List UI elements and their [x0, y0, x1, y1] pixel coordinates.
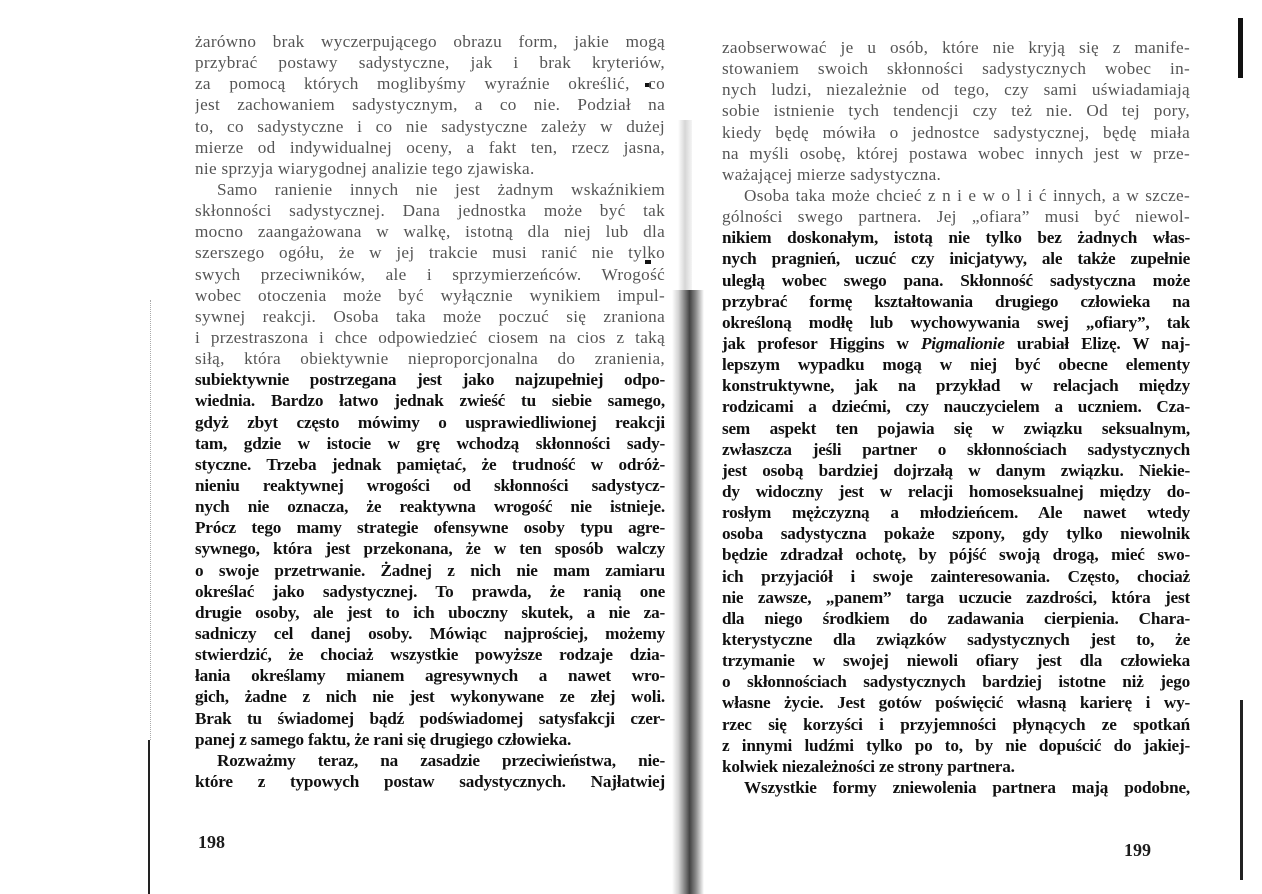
text-line: Samo ranienie innych nie jest żadnym wskaźnikiem: [217, 179, 665, 199]
text-line: dla niego środkiem do zadawania cierpienia. Chara-: [722, 608, 1190, 628]
text-line: będzie zdradzał ochotę, by pójść swoją drogą, mieć swo-: [722, 545, 1190, 565]
text-line: na myśli osobę, której postawa wobec innych jest w prze-: [722, 143, 1190, 163]
text-line: stwierdzić, że chociaż wszystkie powyższe rodzaje dzia-: [195, 645, 665, 665]
text-line: sobie istnienie tych tendencji czy też nie. Od tej pory,: [722, 101, 1190, 121]
text-segment: jak profesor Higgins w: [722, 333, 921, 353]
page-number-left: 198: [198, 832, 225, 852]
text-line: rzec się korzyści i przyjemności płynących ze spotkań: [722, 714, 1190, 734]
text-line: o swoje przetrwanie. Żadnej z nich nie mam zamiaru: [195, 560, 665, 580]
text-line: nieniu reaktywnej wrogości od skłonności sadystycz-: [195, 475, 665, 495]
left-page-text: [195, 31, 665, 792]
text-line: ważającej mierze sadystyczna.: [722, 164, 942, 184]
text-line: dy widoczny jest w relacji homoseksualnej między do-: [722, 481, 1190, 501]
text-line: uległą wobec swego pana. Skłonność sadystyczna może: [722, 270, 1190, 290]
text-line: nie sprzyja wiarygodnej analizie tego zjawiska.: [195, 158, 535, 178]
text-line: sadniczy cel danej osoby. Mówiąc najprościej, możemy: [195, 623, 665, 643]
text-line: osoba sadystyczna pokaże szpony, gdy tylko niewolnik: [722, 524, 1190, 544]
text-line: kterystyczne dla związków sadystycznych jest to, że: [722, 629, 1190, 649]
text-line: Osoba taka może chcieć z n i e w o l i ć innych, a w szcze-: [744, 185, 1190, 205]
text-line: sem aspekt ten pojawia się w związku seksualnym,: [722, 418, 1190, 438]
text-line: zaobserwować je u osób, które nie kryją się z manife-: [722, 38, 1190, 57]
scan-edge-right-bottom: [1240, 700, 1243, 880]
text-line: kolwiek niezależności ze strony partnera.: [722, 756, 1015, 776]
text-line: to, co sadystyczne i co nie sadystyczne zależy w dużej: [195, 116, 665, 136]
text-line: określoną modłę lub wychowywania swej „ofiary”, tak: [722, 312, 1190, 332]
text-line: nie zawsze, „panem” targa uczucie zazdrości, która jest: [722, 587, 1190, 607]
text-line: mierze od indywidualnej oceny, a fakt ten, rzecz jasna,: [195, 137, 665, 157]
text-line: stowaniem swoich skłonności sadystycznych wobec in-: [722, 59, 1190, 79]
text-line: własne życie. Jest gotów poświęcić własną karierę i wy-: [722, 693, 1190, 713]
text-line: Brak tu świadomej bądź podświadomej satysfakcji czer-: [195, 708, 665, 728]
book-spine-shadow: [672, 290, 704, 894]
text-line: kiedy będę mówiła o jednostce sadystycznej, będę miała: [722, 122, 1190, 142]
text-line: żarówno brak wyczerpującego obrazu form, jakie mogą: [195, 32, 665, 51]
text-line: rosłym mężczyzną a młodzieńcem. Ale nawet wtedy: [722, 503, 1190, 523]
text-line: które z typowych postaw sadystycznych. Najłatwiej: [195, 771, 665, 791]
text-line: nych nie oznacza, że reaktywna wrogość nie istnieje.: [195, 497, 665, 517]
text-line: gdyż zbyt często mówimy o usprawiedliwionej reakcji: [195, 412, 665, 432]
text-line: [722, 333, 1190, 354]
text-line: nych pragnień, uczuć czy inicjatywy, ale także zupełnie: [722, 249, 1190, 269]
text-line: styczne. Trzeba jednak pamiętać, że trudność w odróż-: [195, 454, 665, 474]
text-line: swych przeciwników, ale i sprzymierzeńców. Wrogość: [195, 264, 665, 284]
text-line: drugie osoby, ale jest to ich uboczny skutek, a nie za-: [195, 602, 665, 622]
text-line: nych ludzi, niezależnie od tego, czy sami uświadamiają: [722, 80, 1190, 100]
text-line: zwłaszcza jeśli partner o skłonnościach sadystycznych: [722, 439, 1190, 459]
text-line: tam, gdzie w istocie w grę wchodzą skłonności sady-: [195, 433, 665, 453]
text-line: panej z samego faktu, że rani się drugiego człowieka.: [195, 729, 572, 749]
text-line: łania określamy mianem agresywnych a nawet wro-: [195, 666, 665, 686]
text-line: lepszym wypadku mogą w niej być obecne elementy: [722, 355, 1190, 375]
text-line: siłą, która obiektywnie nieproporcjonalna do zranienia,: [195, 349, 665, 369]
text-line: jest osobą bardziej dojrzałą w danym związku. Niekie-: [722, 460, 1190, 480]
text-line: wiednia. Bardzo łatwo jednak zwieść tu siebie samego,: [195, 391, 665, 411]
text-line: za pomocą których moglibyśmy wyraźnie określić, co: [195, 74, 665, 94]
text-line: sywnego, która jest przekonana, że w ten sposób walczy: [195, 539, 665, 559]
scan-edge-left-dots: [150, 300, 152, 740]
text-line: subiektywnie postrzegana jest jako najzupełniej odpo-: [195, 370, 665, 390]
text-line: trzymanie w swojej niewoli ofiary jest dla człowieka: [722, 651, 1190, 671]
text-line: nikiem doskonałym, istotą nie tylko bez żadnych włas-: [722, 228, 1190, 248]
text-line: Wszystkie formy zniewolenia partnera mają podobne,: [744, 777, 1190, 797]
text-segment: urabiał Elizę. W naj-: [1004, 333, 1190, 353]
text-line: gich, żadne z nich nie jest wykonywane ze złej woli.: [195, 687, 665, 707]
text-line: skłonności sadystycznej. Dana jednostka może być tak: [195, 201, 665, 221]
italic-title: Pigmalionie: [920, 333, 1005, 353]
text-line: przybrać postawy sadystyczne, jak i brak kryteriów,: [195, 53, 665, 73]
text-line: szerszego ogółu, że w jej trakcie musi ranić nie tylko: [195, 243, 665, 263]
right-page-text: [722, 37, 1190, 798]
scan-edge-right-top: [1238, 18, 1243, 78]
text-line: przybrać formę kształtowania drugiego człowieka na: [722, 291, 1190, 311]
scan-edge-left: [148, 740, 150, 894]
text-line: określać jako sadystycznej. To prawda, że ranią one: [195, 581, 665, 601]
text-line: rodzicami a dziećmi, czy nauczycielem a uczniem. Cza-: [722, 397, 1190, 417]
text-line: jest zachowaniem sadystycznym, a co nie. Podział na: [195, 95, 665, 115]
text-line: z innymi ludźmi tylko po to, by nie dopuścić do jakiej-: [722, 735, 1190, 755]
text-line: sywnej reakcji. Osoba taka może poczuć się zraniona: [195, 306, 665, 326]
text-line: konstruktywne, jak na przykład w relacjach między: [722, 376, 1190, 396]
text-line: gólności swego partnera. Jej „ofiara” musi być niewol-: [722, 207, 1190, 227]
page-number-right: 199: [1124, 840, 1151, 860]
text-line: mocno zaangażowana w walkę, istotną dla niej lub dla: [195, 222, 665, 242]
text-line: Prócz tego mamy strategie ofensywne osoby typu agre-: [195, 518, 665, 538]
text-line: wobec otoczenia może być wyłącznie wynikiem impul-: [195, 285, 665, 305]
text-line: o skłonnościach sadystycznych bardziej istotne niż jego: [722, 672, 1190, 692]
text-line: ich przyjaciół i swoje zainteresowania. Często, chociaż: [722, 566, 1190, 586]
text-line: Rozważmy teraz, na zasadzie przeciwieństwa, nie-: [217, 750, 665, 770]
book-spine-shadow-top: [678, 120, 692, 300]
text-line: i przestraszona i chce odpowiedzieć ciosem na cios z taką: [195, 327, 665, 347]
